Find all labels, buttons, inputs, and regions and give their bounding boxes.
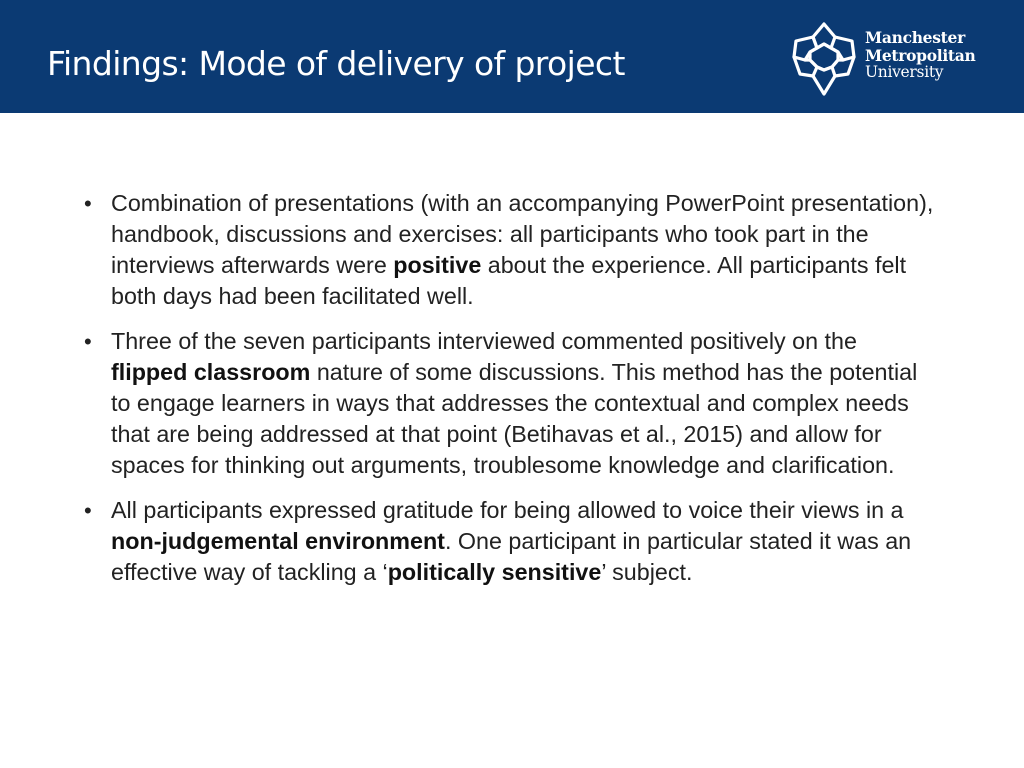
text-segment: about the experience. All participants felt both days had been facilitated well. [111, 252, 907, 309]
bullet-item-1 [84, 188, 934, 312]
emphasis-politically-sensitive: politically sensitive [387, 559, 602, 585]
findings-bullet-list [84, 188, 934, 602]
logo-line-3: University [865, 63, 944, 81]
text-segment: nature of some discussions. This method has the potential to engage learners in ways that addresses the contextual and complex needs that are being addressed at that point (Betihavas et al., 2015) and allow for spaces for thinking out arguments, troublesome knowledge and clarification. [111, 359, 918, 478]
text-segment: . One participant in particular stated it was an effective way of tackling a ‘ [111, 528, 912, 585]
university-logo [788, 20, 998, 100]
bullet-dot-icon: • [84, 191, 92, 216]
bullet-text [111, 190, 933, 309]
text-segment: Combination of presentations (with an accompanying PowerPoint presentation), handbook, discussions and exercises: all participants who took part in the interviews afterwards were [111, 190, 934, 278]
text-segment: ’ subject. [601, 559, 693, 585]
bullet-text [111, 328, 917, 478]
emphasis-positive: positive [393, 252, 482, 278]
bullet-text [111, 497, 911, 585]
logo-line-2: Metropolitan [865, 45, 976, 65]
text-segment: Three of the seven participants interviewed commented positively on the [111, 328, 857, 354]
bullet-dot-icon: • [84, 329, 92, 354]
emphasis-flipped-classroom: flipped classroom [111, 359, 311, 385]
slide-title: Findings: Mode of delivery of project [47, 44, 625, 83]
text-segment: All participants expressed gratitude for being allowed to voice their views in a [111, 497, 904, 523]
emphasis-non-judgemental: non-judgemental environment [111, 528, 445, 554]
bullet-item-2 [84, 326, 934, 481]
bullet-dot-icon: • [84, 498, 92, 523]
logo-line-1: Manchester [865, 28, 965, 47]
slide-header [0, 0, 1024, 113]
mmu-bee-knot-logo-icon [788, 20, 860, 98]
bullet-item-3 [84, 495, 934, 588]
logo-wordmark [865, 29, 976, 82]
